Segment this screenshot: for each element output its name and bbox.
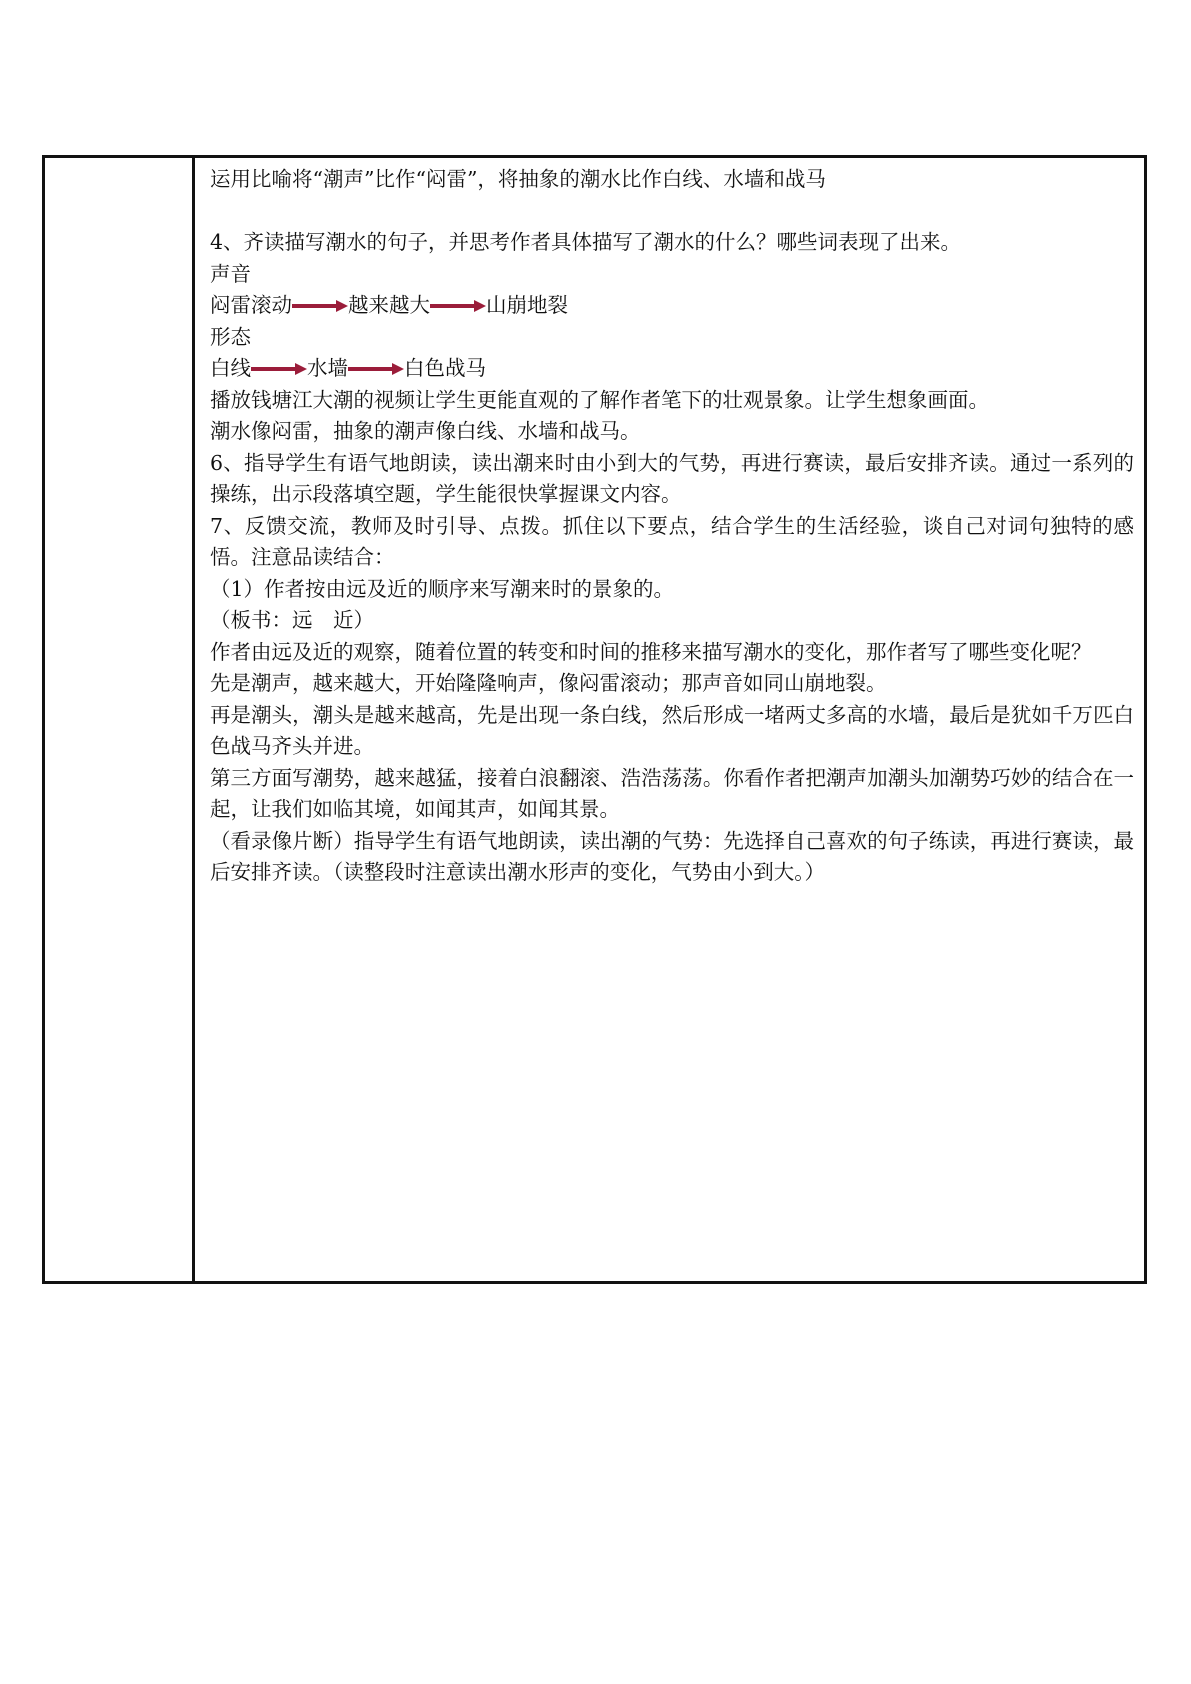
content-cell bbox=[198, 158, 1144, 1281]
text-line: （板书：远 近） bbox=[210, 608, 374, 632]
flow-item: 白色战马 bbox=[404, 356, 486, 380]
lesson-table bbox=[42, 155, 1147, 1284]
text-line: 7、反馈交流，教师及时引导、点拨。抓住以下要点，结合学生的生活经验，谈自己对词句独特的感悟。注意品读结合： bbox=[210, 513, 1134, 569]
text-line: 形态 bbox=[210, 324, 251, 349]
right-arrow-icon bbox=[430, 300, 486, 312]
text-line: 声音 bbox=[210, 261, 251, 286]
text-line: 运用比喻将“潮声”比作“闷雷”，将抽象的潮水比作白线、水墙和战马 bbox=[210, 167, 826, 191]
flow-item: 越来越大 bbox=[348, 293, 430, 317]
text-line: 潮水像闷雷，抽象的潮声像白线、水墙和战马。 bbox=[210, 419, 641, 443]
shape-flow bbox=[210, 353, 1134, 385]
left-column bbox=[45, 158, 195, 1281]
text-line: 4、齐读描写潮水的句子，并思考作者具体描写了潮水的什么？哪些词表现了出来。 bbox=[210, 230, 962, 254]
flow-item: 闷雷滚动 bbox=[210, 293, 292, 317]
text-line: 先是潮声，越来越大，开始隆隆响声，像闷雷滚动；那声音如同山崩地裂。 bbox=[210, 671, 887, 695]
text-line: 第三方面写潮势，越来越猛，接着白浪翻滚、浩浩荡荡。你看作者把潮声加潮头加潮势巧妙的结合在一起，让我们如临其境，如闻其声，如闻其景。 bbox=[210, 765, 1134, 821]
text-line: （1）作者按由远及近的顺序来写潮来时的景象的。 bbox=[210, 576, 675, 601]
text-line: 播放钱塘江大潮的视频让学生更能直观的了解作者笔下的壮观景象。让学生想象画面。 bbox=[210, 387, 989, 412]
text-line: 再是潮头，潮头是越来越高，先是出现一条白线，然后形成一堵两丈多高的水墙，最后是犹如千万匹白色战马齐头并进。 bbox=[210, 702, 1134, 758]
flow-item: 山崩地裂 bbox=[486, 293, 568, 317]
right-arrow-icon bbox=[348, 363, 404, 375]
sound-flow bbox=[210, 290, 1134, 322]
flow-item: 白线 bbox=[210, 356, 251, 380]
flow-item: 水墙 bbox=[307, 356, 348, 380]
text-line: 6、指导学生有语气地朗读，读出潮来时由小到大的气势，再进行赛读，最后安排齐读。通过一系列的操练，出示段落填空题，学生能很快掌握课文内容。 bbox=[210, 450, 1134, 506]
right-arrow-icon bbox=[251, 363, 307, 375]
text-line: （看录像片断）指导学生有语气地朗读，读出潮的气势：先选择自己喜欢的句子练读，再进行赛读，最后安排齐读。（读整段时注意读出潮水形声的变化，气势由小到大。） bbox=[210, 828, 1134, 884]
text-line: 作者由远及近的观察，随着位置的转变和时间的推移来描写潮水的变化，那作者写了哪些变化呢？ bbox=[210, 639, 1092, 664]
right-arrow-icon bbox=[292, 300, 348, 312]
